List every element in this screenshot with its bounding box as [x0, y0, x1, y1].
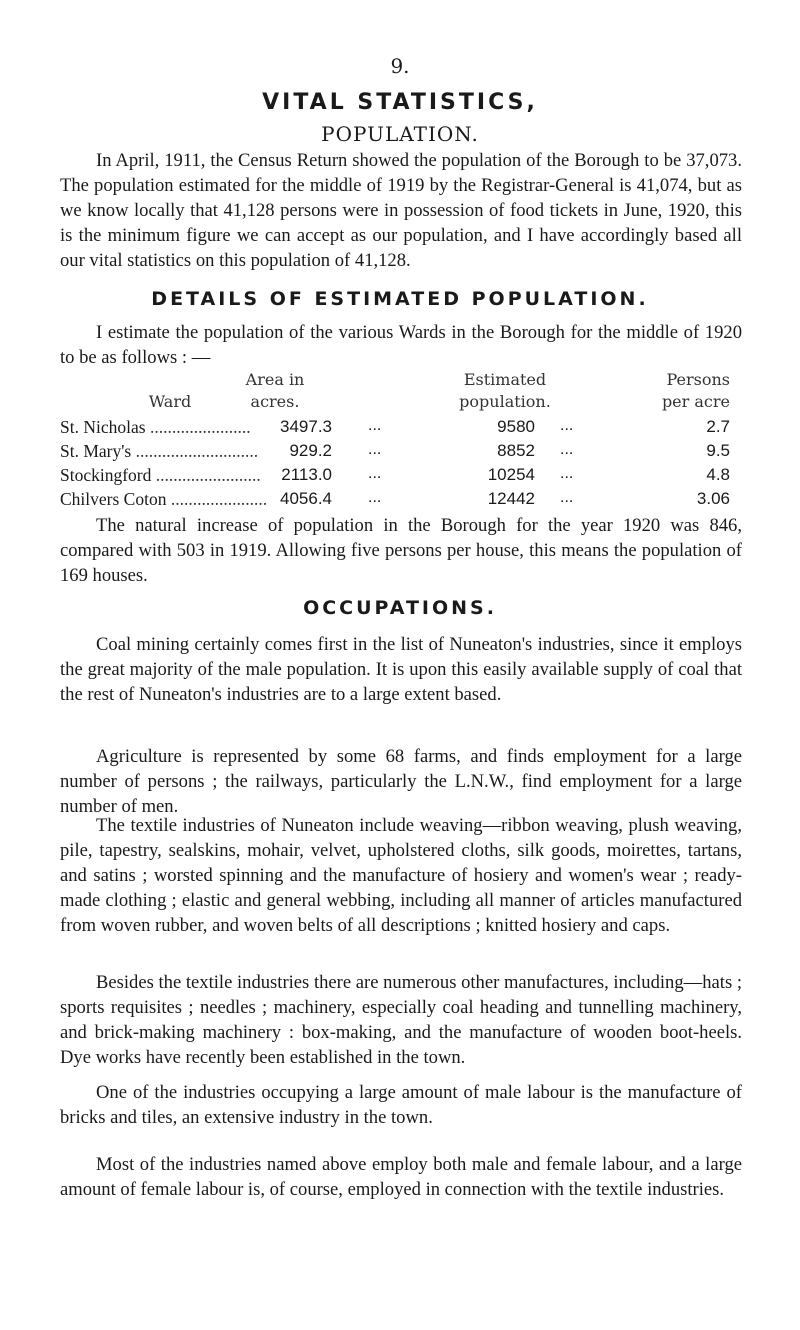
table-row — [0, 417, 800, 441]
occupations-paragraph-4: Besides the textile industries there are numerous other manufactures, including—hats ; sports requisites ; needles ; machinery, especially coal heading and tunnelling machinery, and brick-making machinery : box-making, and the manufacture of wooden boot-heels. Dye works have recently been established in the town. — [60, 972, 742, 1068]
section-subtitle: POPULATION. — [321, 122, 479, 146]
details-intro: I estimate the population of the various Wards in the Borough for the middle of 1920 to be as follows : — — [60, 322, 742, 368]
persons-header-line2: per acre — [661, 392, 730, 411]
ward-header: Ward — [148, 392, 192, 411]
leader-dots: ........................ — [151, 465, 261, 485]
area-value: 4056.4 — [280, 489, 332, 508]
per-acre-value: 2.7 — [706, 417, 730, 436]
table-header — [0, 370, 800, 420]
ellipsis: ... — [560, 417, 574, 434]
ellipsis: ... — [368, 441, 382, 458]
occupations-paragraph-1: Coal mining certainly comes first in the list of Nuneaton's industries, since it employs the great majority of the male population. It is upon this easily available supply of coal that the rest of Nuneaton's industries are to a large extent based. — [60, 634, 742, 705]
population-header-line2: population. — [459, 392, 551, 411]
leader-dots: ............................ — [131, 441, 259, 461]
page-title: VITAL STATISTICS, — [262, 90, 538, 115]
population-value: 10254 — [487, 465, 535, 484]
per-acre-value: 4.8 — [706, 465, 730, 484]
occupations-heading: OCCUPATIONS. — [303, 597, 497, 619]
persons-header-line1: Persons — [666, 370, 730, 389]
population-value: 12442 — [487, 489, 535, 508]
area-value: 929.2 — [289, 441, 332, 460]
occupations-paragraph-2: Agriculture is represented by some 68 farms, and finds employment for a large number of persons ; the railways, particularly the L.N.W., find employment for a large number of men. — [60, 746, 742, 817]
area-value: 3497.3 — [280, 417, 332, 436]
table-row — [0, 465, 800, 489]
per-acre-value: 9.5 — [706, 441, 730, 460]
occupations-paragraph-3: The textile industries of Nuneaton include weaving—ribbon weaving, plush weaving, pile, tapestry, sealskins, mohair, velvet, upholstered cloths, silk goods, moirettes, tartans, and satins ; worsted spinning and the manufacture of hosiery and women's wear ; ready-made clothing ; elastic and general webbing, including all manner of articles manufactured from woven rubber, and woven belts of all descriptions ; knitted hosiery and caps. — [60, 815, 742, 936]
ellipsis: ... — [560, 441, 574, 458]
area-value: 2113.0 — [281, 465, 332, 484]
table-row — [0, 441, 800, 465]
natural-increase-paragraph: The natural increase of population in the Borough for the year 1920 was 846, compared with 503 in 1919. Allowing five persons per house, this means the population of 169 houses. — [60, 515, 742, 586]
page-number: 9. — [390, 54, 410, 78]
area-header-line1: Area in — [245, 370, 305, 389]
ward-name: Chilvers Coton — [60, 489, 167, 509]
population-header-line1: Estimated — [463, 370, 547, 389]
ellipsis: ... — [368, 465, 382, 482]
ward-name: St. Nicholas — [60, 417, 146, 437]
population-value: 8852 — [497, 441, 535, 460]
area-header-line2: acres. — [250, 392, 300, 411]
per-acre-value: 3.06 — [696, 489, 730, 508]
ellipsis: ... — [560, 489, 574, 506]
ellipsis: ... — [560, 465, 574, 482]
ward-name: Stockingford — [60, 465, 152, 485]
ellipsis: ... — [368, 417, 382, 434]
ellipsis: ... — [368, 489, 382, 506]
intro-paragraph: In April, 1911, the Census Return showed the population of the Borough to be 37,073. The population estimated for the middle of 1919 by the Registrar-General is 41,074, but as we know locally that 41,128 persons were in possession of food tickets in June, 1920, this is the minimum figure we can accept as our population, and I have accordingly based all our vital statistics on this population of 41,128. — [60, 150, 742, 271]
ward-name: St. Mary's — [60, 441, 132, 461]
leader-dots: ....................... — [145, 417, 251, 437]
leader-dots: ...................... — [166, 489, 268, 509]
table-row — [0, 489, 800, 513]
details-heading: DETAILS OF ESTIMATED POPULATION. — [151, 288, 649, 310]
occupations-paragraph-6: Most of the industries named above employ both male and female labour, and a large amount of female labour is, of course, employed in connection with the textile industries. — [60, 1154, 742, 1200]
population-value: 9580 — [497, 417, 535, 436]
occupations-paragraph-5: One of the industries occupying a large amount of male labour is the manufacture of bricks and tiles, an extensive industry in the town. — [60, 1082, 742, 1128]
